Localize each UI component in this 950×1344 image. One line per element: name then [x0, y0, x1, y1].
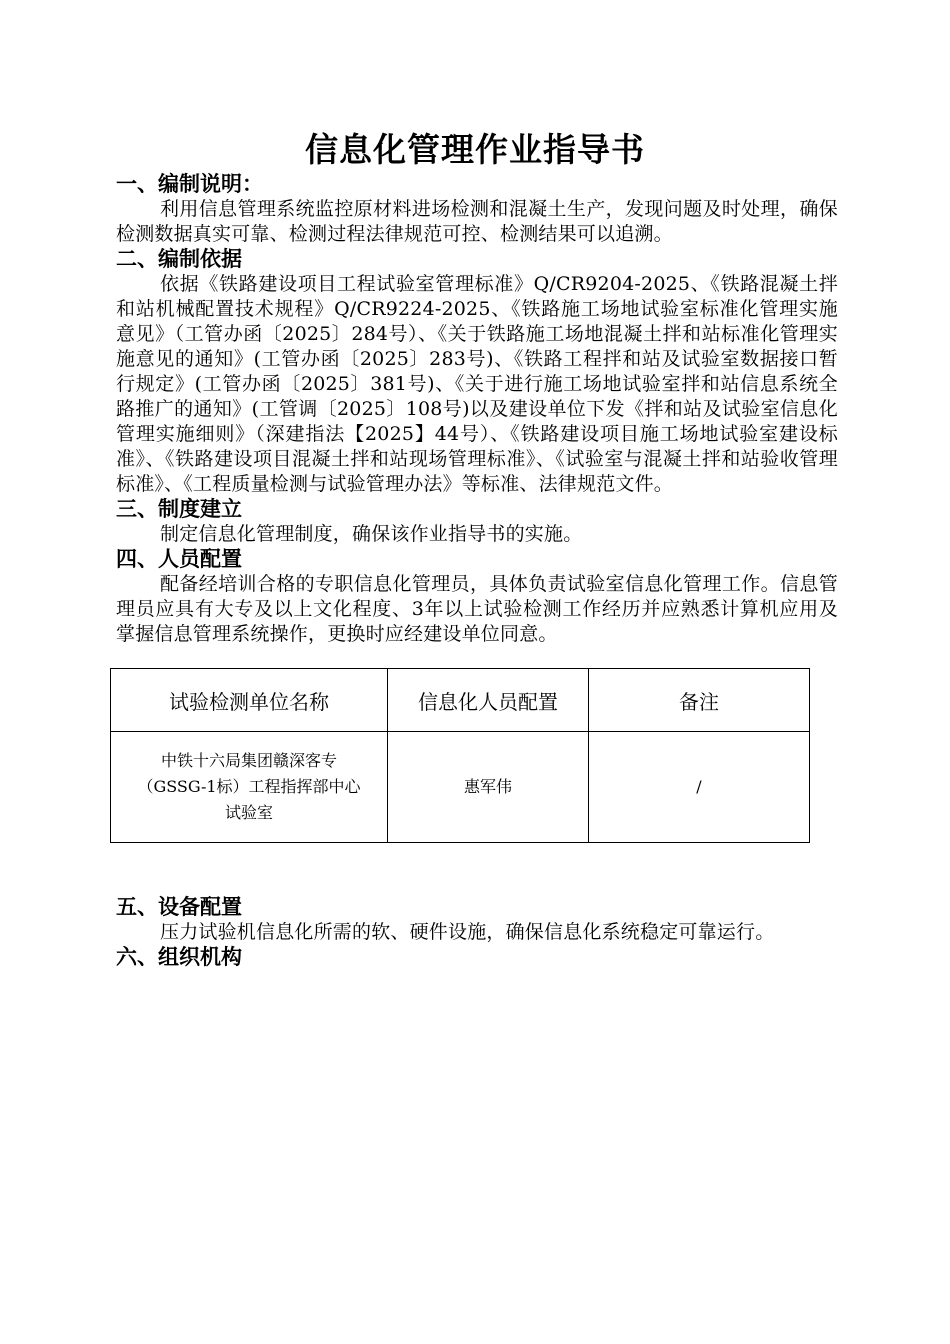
staff-table-container [110, 668, 838, 843]
section-2 [116, 247, 838, 497]
staff-table [110, 668, 810, 843]
table-header-unit: 试验检测单位名称 [111, 669, 388, 732]
section-heading: 六、组织机构 [116, 945, 242, 969]
section-heading: 五、设备配置 [116, 895, 242, 919]
section-4 [116, 547, 838, 647]
unit-line: 试验室 [224, 803, 273, 822]
document-body [116, 172, 838, 970]
section-heading: 四、人员配置 [116, 547, 242, 571]
table-row [111, 732, 810, 843]
section-paragraph: 压力试验机信息化所需的软、硬件设施，确保信息化系统稳定可靠运行。 [160, 921, 775, 943]
section-3 [116, 497, 838, 547]
document-title: 信息化管理作业指导书 [305, 130, 645, 169]
section-heading: 三、制度建立 [116, 497, 242, 521]
table-cell-unit [111, 732, 388, 843]
section-5 [116, 895, 838, 945]
table-header-row [111, 669, 810, 732]
table-header-remark: 备注 [589, 669, 810, 732]
section-paragraph: 配备经培训合格的专职信息化管理员，具体负责试验室信息化管理工作。信息管理员应具有大专及以上文化程度、3年以上试验检测工作经历并应熟悉计算机应用及掌握信息管理系统操作，更换时应经建设单位同意。 [116, 573, 838, 645]
table-cell-remark: / [589, 732, 810, 843]
unit-line: （GSSG-1标）工程指挥部中心 [137, 777, 361, 796]
section-paragraph: 制定信息化管理制度，确保该作业指导书的实施。 [160, 523, 583, 545]
table-header-staff: 信息化人员配置 [388, 669, 589, 732]
unit-line: 中铁十六局集团赣深客专 [160, 751, 337, 770]
section-paragraph: 依据《铁路建设项目工程试验室管理标准》Q/CR9204-2025、《铁路混凝土拌和站机械配置技术规程》Q/CR9224-2025、《铁路施工场地试验室标准化管理实施意见》（工管办函〔2025〕284号）、《关于铁路施工场地混凝土拌和站标准化管理实施意见的通知》(工管办函〔2025〕283号)、《铁路工程拌和站及试验室数据接口暂行规定》(工管办函〔2025〕381号)、《关于进行施工场地试验室拌和站信息系统全路推广的通知》(工管调〔2025〕108号)以及建设单位下发《拌和站及试验室信息化管理实施细则》（深建指法【2025】44号）、《铁路建设项目施工场地试验室建设标准》、《铁路建设项目混凝土拌和站现场管理标准》、《试验室与混凝土拌和站验收管理标准》、《工程质量检测与试验管理办法》等标准、法律规范文件。 [116, 273, 838, 495]
section-6 [116, 945, 838, 970]
table-cell-staff: 惠军伟 [388, 732, 589, 843]
section-paragraph: 利用信息管理系统监控原材料进场检测和混凝土生产，发现问题及时处理，确保检测数据真实可靠、检测过程法律规范可控、检测结果可以追溯。 [116, 198, 838, 245]
section-heading: 一、编制说明： [116, 172, 263, 196]
section-heading: 二、编制依据 [116, 247, 242, 271]
section-1 [116, 172, 838, 247]
